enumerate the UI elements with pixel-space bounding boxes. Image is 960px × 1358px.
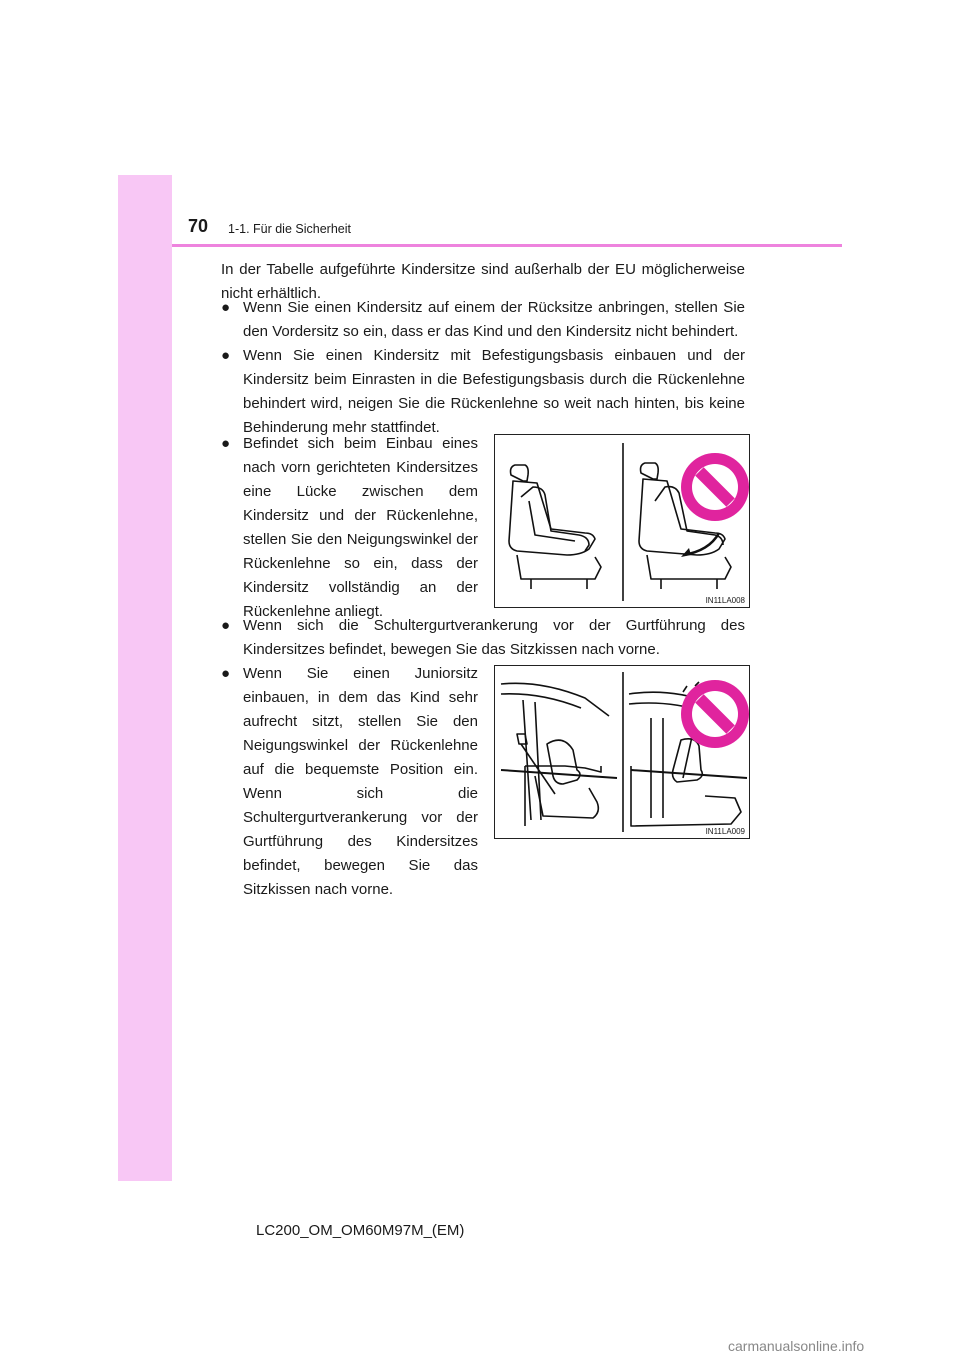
- figure-code: IN11LA008: [705, 596, 745, 605]
- prohibition-icon: [681, 453, 749, 521]
- bullet-icon: ●: [221, 617, 231, 634]
- bullet-text-front-seat: Wenn Sie einen Kindersitz auf einem der Rücksitze anbringen, stellen Sie den Vordersitz so ein, dass er das Kind und den Kindersitz nicht behindert.: [243, 299, 745, 340]
- bullet-icon: ●: [221, 665, 231, 682]
- figure-seat-gap: [494, 434, 750, 608]
- footer-doc-id: LC200_OM_OM60M97M_(EM): [256, 1222, 465, 1239]
- bullet-text-junior-seat: Wenn Sie einen Juniorsitz einbauen, in dem das Kind sehr aufrecht sitzt, stellen Sie den Neigungswinkel der Rückenlehne auf die bequemste Position ein. Wenn sich die Schultergurtverankerung vor der Gurtführung des Kindersitzes befindet, bewegen Sie das Sitzkissen nach vorne.: [243, 665, 478, 898]
- prohibition-icon: [681, 680, 749, 748]
- bullet-text-base: Wenn Sie einen Kindersitz mit Befestigungsbasis einbauen und der Kindersitz beim Einrasten in die Befestigungsbasis durch die Rückenlehne behindert wird, neigen Sie die Rückenlehne so weit nach hinten, bis keine Behinderung mehr stattfindet.: [243, 347, 745, 436]
- page-number: 70: [188, 216, 209, 236]
- watermark[interactable]: carmanualsonline.info: [728, 1338, 865, 1354]
- figure-code: IN11LA009: [705, 827, 745, 836]
- intro-paragraph: In der Tabelle aufgeführte Kindersitze sind außerhalb der EU möglicherweise nicht erhältlich.: [221, 261, 745, 302]
- junior-seat-illustration: [495, 666, 749, 838]
- bullet-text-shoulder-belt: Wenn sich die Schultergurtverankerung vor der Gurtführung des Kindersitzes befindet, bewegen Sie das Sitzkissen nach vorne.: [243, 617, 745, 658]
- seat-gap-illustration: [495, 435, 749, 607]
- bullet-text-gap: Befindet sich beim Einbau eines nach vorn gerichteten Kindersitzes eine Lücke zwischen dem Kindersitz und der Rückenlehne, stellen Sie den Neigungswinkel der Rückenlehne so ein, dass der Kindersitz vollständig an der Rückenlehne anliegt.: [243, 435, 478, 620]
- bullet-icon: ●: [221, 347, 231, 364]
- figure-junior-seat: [494, 665, 750, 839]
- bullet-icon: ●: [221, 299, 231, 316]
- header-rule: [172, 244, 842, 247]
- bullet-icon: ●: [221, 435, 231, 452]
- section-title: 1-1. Für die Sicherheit: [228, 222, 351, 236]
- side-tab: [118, 175, 172, 1181]
